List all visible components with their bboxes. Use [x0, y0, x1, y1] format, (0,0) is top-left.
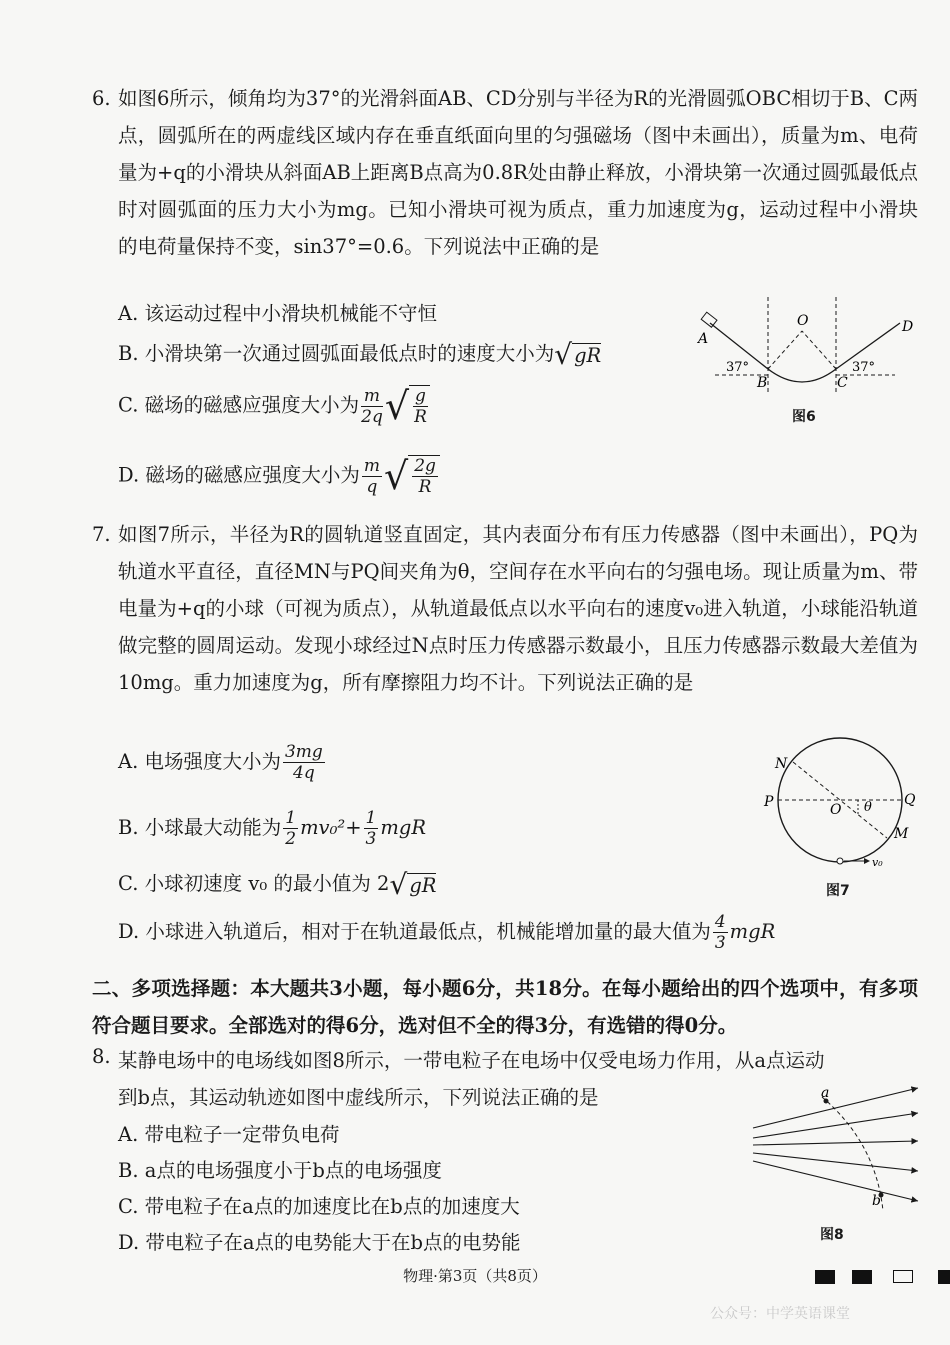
fraction [413, 386, 428, 427]
denominator: 2q [361, 406, 383, 427]
q6-option-a: A. 该运动过程中小滑块机械能不守恒 [118, 302, 437, 325]
q6-option-b-text: B. 小滑块第一次通过圆弧面最低点时的速度大小为 [118, 342, 555, 365]
watermark: 公众号：中学英语课堂 [710, 1306, 850, 1322]
fig6-label-a: A [698, 331, 709, 347]
q6-option-b-radicand: gR [574, 343, 602, 367]
figure-6-diagram [690, 295, 930, 405]
numerator: 2g [414, 456, 436, 476]
numerator: m [361, 386, 383, 407]
q8-option-c: C. 带电粒子在a点的加速度比在b点的加速度大 [118, 1195, 520, 1218]
fraction [364, 808, 379, 849]
q6-stem: 如图6所示，倾角均为37°的光滑斜面AB、CD分别与半径为R的光滑圆弧OBC相切于B、C两点，圆弧所在的两虚线区域内存在垂直纸面向里的匀强磁场（图中未画出），质量为m、电荷量为+q的小滑块从斜面AB上距离B点高为0.8R处由静止释放，小滑块第一次通过圆弧最低点时对圆弧面的压力大小为mg。已知小滑块可视为质点，重力加速度为g，运动过程中小滑块的电荷量保持不变，sin37°=0.6。下列说法中正确的是 [118, 87, 918, 258]
q8-stem-line1: 某静电场中的电场线如图8所示，一带电粒子在电场中仅受电场力作用，从a点运动 [118, 1049, 825, 1072]
denominator: R [414, 407, 427, 427]
q6-option-d [118, 454, 440, 498]
figure-8-diagram [748, 1083, 928, 1215]
figure-7-diagram [760, 730, 920, 875]
denominator: R [418, 477, 432, 497]
fraction [362, 456, 382, 497]
sqrt: √ gR [554, 338, 602, 371]
fig6-angle-left: 37° [726, 360, 750, 375]
fig7-label-theta: θ [864, 800, 872, 815]
denominator: 3 [714, 933, 726, 953]
q8-option-a: A. 带电粒子一定带负电荷 [118, 1123, 340, 1146]
fig7-label-m: M [894, 826, 909, 842]
q7-number: 7. [92, 523, 111, 546]
q7-option-a-text: A. 电场强度大小为 [118, 750, 281, 773]
figure-8-caption: 图8 [820, 1227, 844, 1243]
sqrt: √ $\frac{g}{R}$ [385, 384, 430, 428]
footer-block-mark-hollow [893, 1270, 913, 1283]
fig6-label-o: O [797, 313, 809, 329]
fig8-label-a: a [821, 1085, 830, 1101]
fig7-label-p: P [764, 794, 774, 810]
q7-option-b [118, 808, 426, 849]
sqrt: √ $\frac{2g}{R}$ [384, 454, 440, 498]
fraction [283, 808, 298, 849]
denominator: 4q [293, 763, 315, 783]
numerator: 1 [285, 808, 297, 828]
denominator: 3 [365, 829, 377, 849]
denominator: 2 [285, 829, 297, 849]
fig6-label-b: B [757, 375, 768, 391]
figure-7-caption: 图7 [826, 883, 850, 899]
numerator: g [415, 386, 426, 406]
fig7-label-v0: v₀ [872, 856, 883, 869]
q7-option-d [118, 912, 775, 953]
figure-6-caption: 图6 [792, 409, 816, 425]
fraction [283, 742, 325, 783]
sqrt: √ gR [389, 868, 437, 901]
fig7-label-o: O [830, 802, 842, 818]
q7-option-b-mid: mv₀²+ [300, 816, 362, 839]
fraction [713, 912, 728, 953]
q6-option-c-text: C. 磁场的磁感应强度大小为 [118, 393, 360, 417]
fig6-label-c: C [837, 375, 848, 391]
numerator: 4 [714, 912, 726, 932]
q6-option-d-text: D. 磁场的磁感应强度大小为 [118, 463, 360, 487]
q6-option-c [118, 384, 430, 428]
q8-option-d: D. 带电粒子在a点的电势能大于在b点的电势能 [118, 1231, 521, 1254]
numerator: 3mg [284, 742, 323, 762]
q7-option-d-end: mgR [729, 920, 776, 943]
q7-option-b-end: mgR [380, 816, 427, 839]
q6-option-b [118, 338, 601, 371]
q7-option-c-text: C. 小球初速度 v₀ 的最小值为 2 [118, 872, 390, 895]
section-2-heading: 二、多项选择题：本大题共3小题，每小题6分，共18分。在每小题给出的四个选项中，有多项符合题目要求。全部选对的得6分，选对但不全的得3分，有选错的得0分。 [92, 977, 918, 1037]
denominator: q [366, 476, 378, 497]
q6-number: 6. [92, 87, 111, 110]
q8-option-b: B. a点的电场强度小于b点的电场强度 [118, 1159, 442, 1182]
q7-option-a [118, 742, 327, 783]
q8-number: 8. [92, 1045, 111, 1068]
page-footer: 物理·第3页（共8页） [403, 1267, 547, 1285]
fig6-angle-right: 37° [852, 360, 876, 375]
fig8-label-b: b [872, 1193, 881, 1209]
fig7-label-q: Q [904, 792, 916, 808]
fraction [412, 456, 438, 497]
q7-option-d-text: D. 小球进入轨道后，相对于在轨道最低点，机械能增加量的最大值为 [118, 920, 711, 943]
footer-block-mark [815, 1270, 835, 1284]
q7-stem: 如图7所示，半径为R的圆轨道竖直固定，其内表面分布有压力传感器（图中未画出），PQ为轨道水平直径，直径MN与PQ间夹角为θ，空间存在水平向右的匀强电场。现让质量为m、带电量为+q的小球（可视为质点），从轨道最低点以水平向右的速度v₀进入轨道，小球能沿轨道做完整的圆周运动。发现小球经过N点时压力传感器示数最小，且压力传感器示数最大差值为10mg。重力加速度为g，所有摩擦阻力均不计。下列说法正确的是 [118, 523, 918, 694]
footer-block-mark [938, 1270, 950, 1284]
numerator: m [363, 455, 380, 476]
numerator: 1 [365, 808, 377, 828]
q7-option-b-text: B. 小球最大动能为 [118, 816, 282, 839]
q8-stem-line2: 到b点，其运动轨迹如图中虚线所示，下列说法正确的是 [118, 1086, 599, 1109]
q7-option-c-radicand: gR [409, 873, 437, 897]
q7-option-c [118, 868, 436, 901]
footer-block-mark [852, 1270, 872, 1284]
fraction [361, 386, 383, 427]
fig7-label-n: N [775, 756, 788, 772]
fig6-label-d: D [902, 319, 914, 335]
